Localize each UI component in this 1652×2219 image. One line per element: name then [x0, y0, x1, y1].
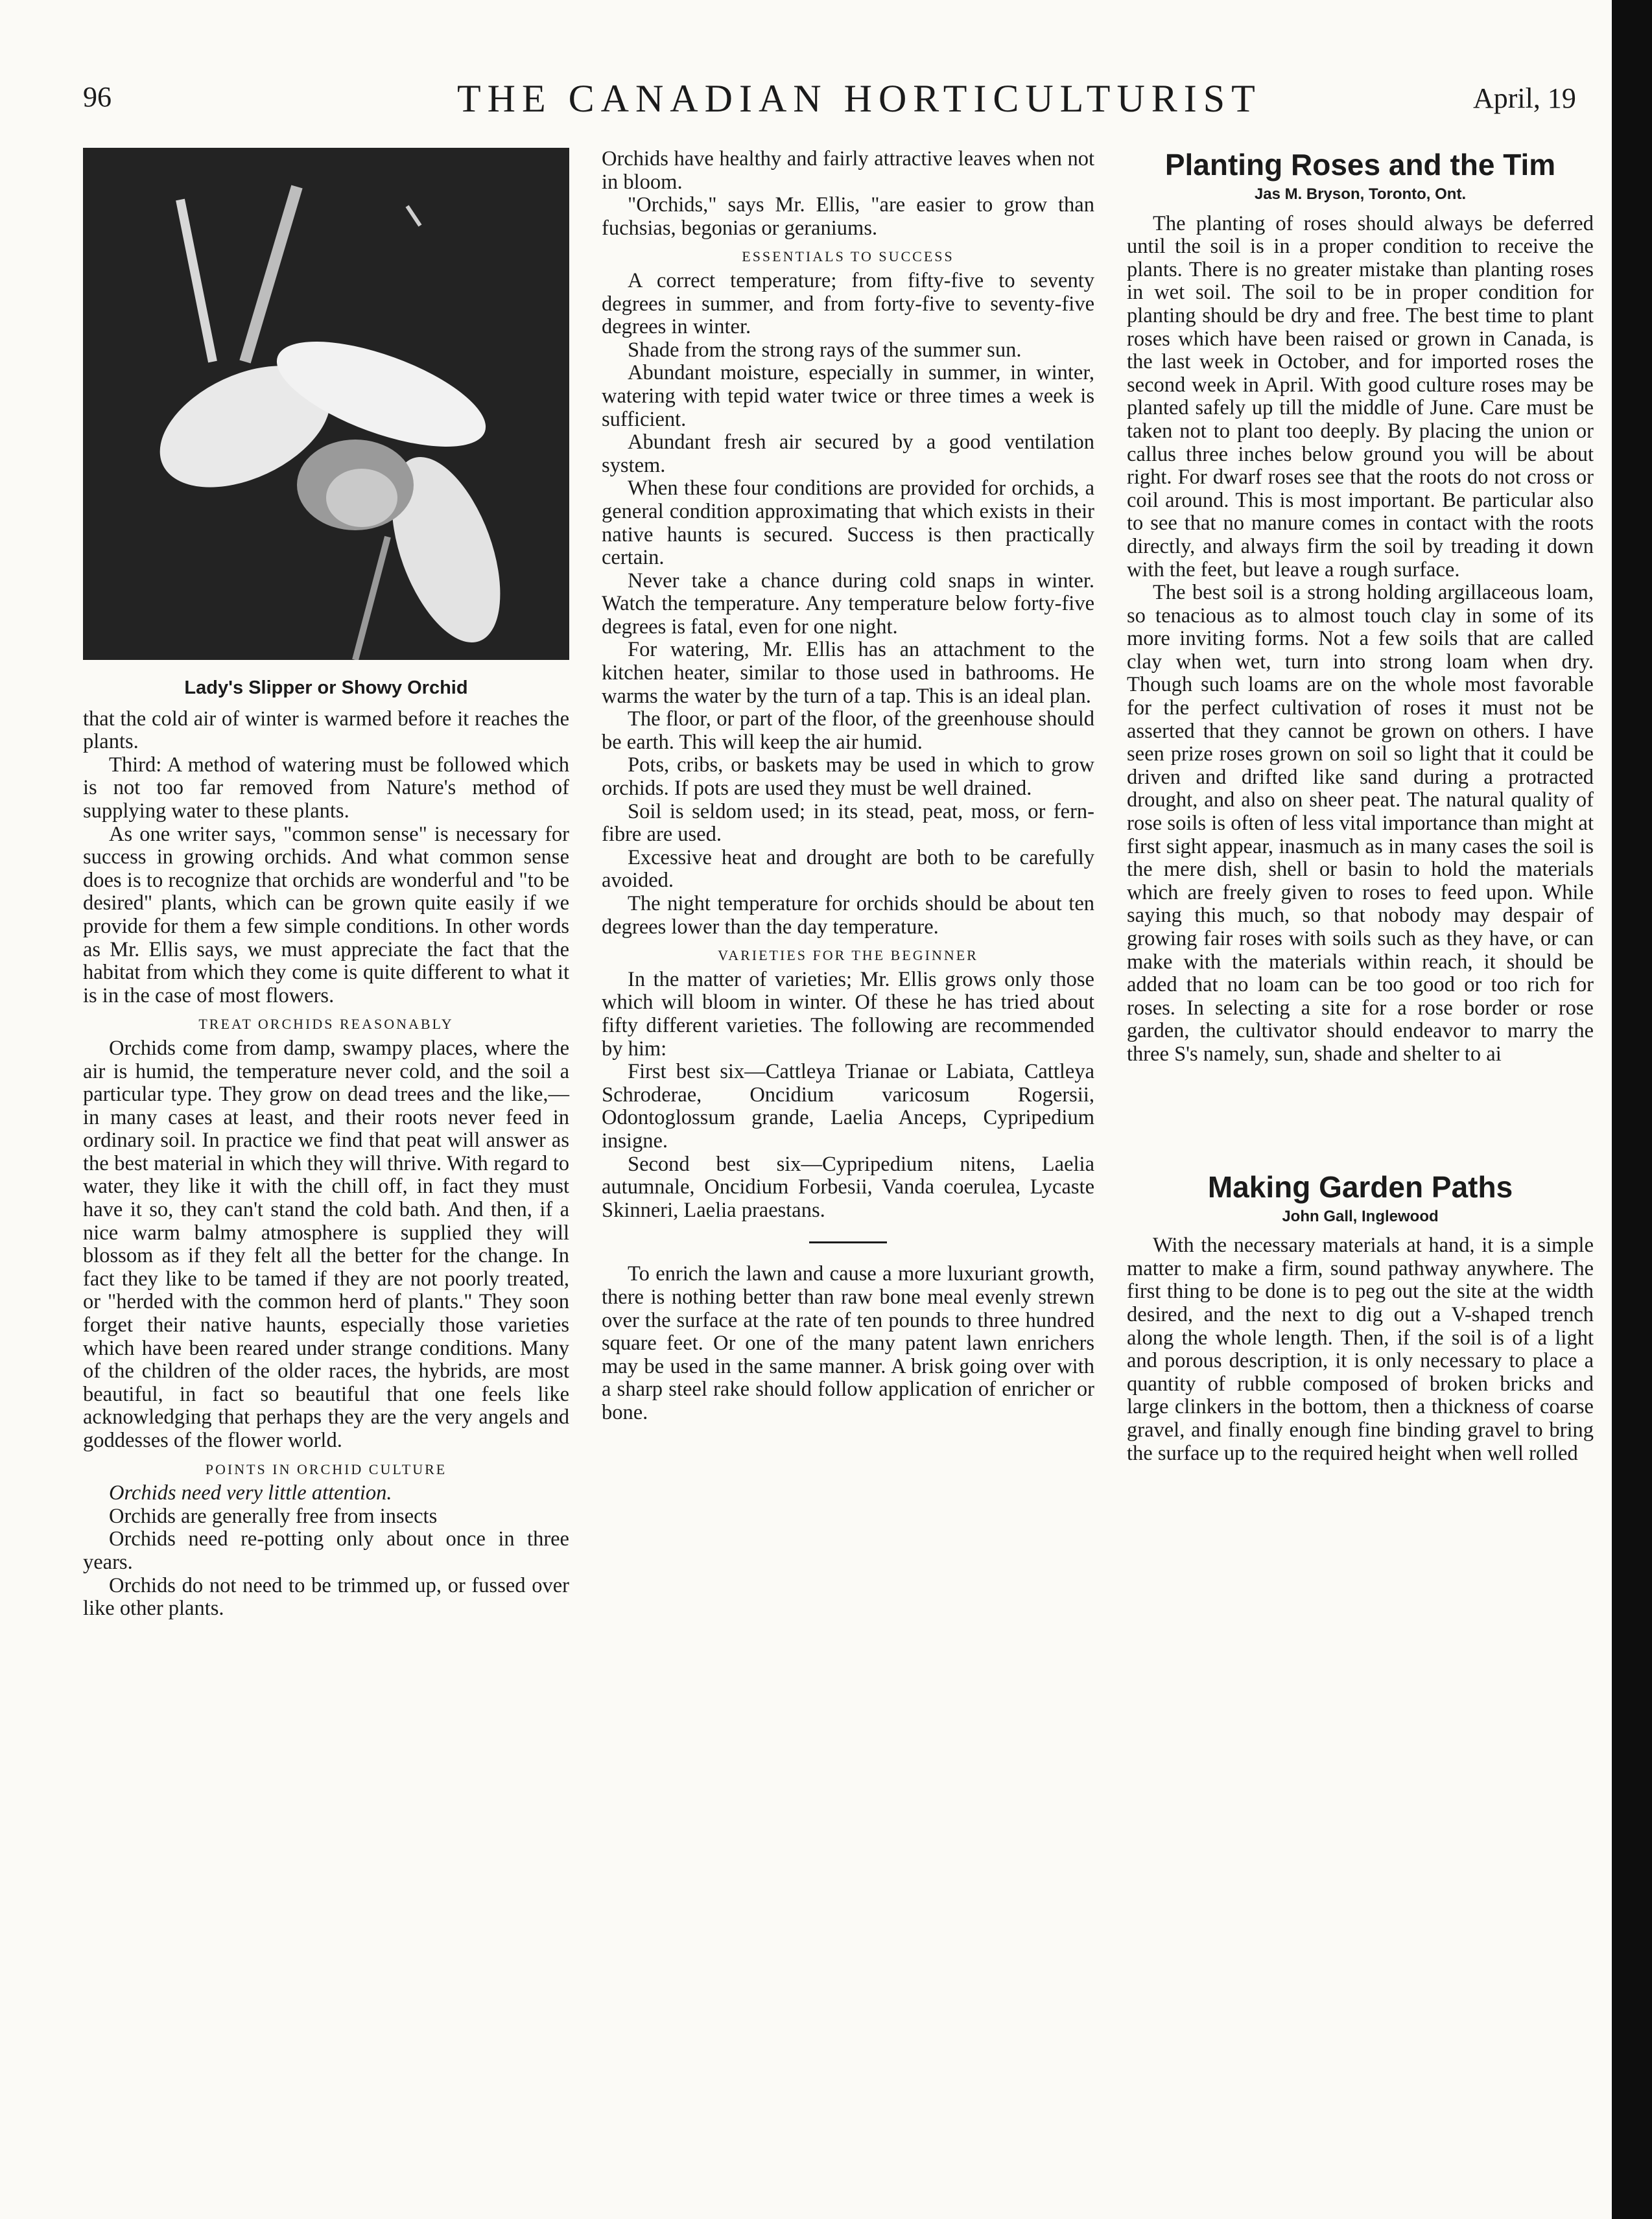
- paragraph: Orchids do not need to be trimmed up, or fussed over like other plants.: [83, 1573, 569, 1621]
- paragraph: Pots, cribs, or baskets may be used in which to grow orchids. If pots are used they must be well drained.: [602, 753, 1094, 801]
- paragraph: When these four conditions are provided for orchids, a general condition approximating that which exists in their native haunts is secured. Success is then practically certain.: [602, 476, 1094, 570]
- paragraph: Orchids are generally free from insects: [109, 1504, 438, 1528]
- paragraph: Orchids come from damp, swampy places, where the air is humid, the temperature never cold, and the soil a particular type. They grow on dead trees and the like,—in many cases at least, and their roots never feed in ordinary soil. In practice we find that peat will answer as the best material in which they will thrive. With regard to water, they like it with the chill off, in fact they must have it so, they can't stand the cold bath. And then, if a nice warm balmy atmosphere is supplied they will blossom as if they felt all the better for the change. In fact they like to be tamed if they are not poorly treated, or "herded with the common herd of plants." They soon forget their native haunts, especially those varieties which have been reared under strange conditions. Many of the children of the older races, the hybrids, are most beautiful, in fact so beautiful that one feels like acknowledging that perhaps they are the very angels and goddesses of the flower world.: [83, 1036, 569, 1452]
- issue-date: April, 19: [1473, 82, 1576, 114]
- paragraph: Second best six—Cypripedium nitens, Laelia autumnale, Oncidium Forbesii, Vanda coerulea, Lycaste Skinneri, Laelia praestans.: [602, 1152, 1094, 1222]
- subheading: TREAT ORCHIDS REASONABLY: [198, 1016, 454, 1033]
- photo-caption: Lady's Slipper or Showy Orchid: [184, 677, 468, 698]
- journal-title: THE CANADIAN HORTICULTURIST: [457, 77, 1262, 120]
- article-title: Making Garden Paths: [1207, 1169, 1513, 1204]
- page-number: 96: [83, 81, 112, 113]
- paragraph: Orchids need very little attention.: [109, 1481, 392, 1505]
- article-title: Planting Roses and the Tim: [1164, 148, 1556, 182]
- paragraph: "Orchids," says Mr. Ellis, "are easier to grow than fuchsias, begonias or geraniums.: [602, 193, 1094, 240]
- column-left: [83, 148, 569, 1621]
- paragraph: The planting of roses should always be deferred until the soil is in a proper condition to receive the plants. There is no greater mistake than planting roses in wet soil. The soil to be in proper condition for planting should be dry and free. The best time to plant roses which have been raised or grown in Canada, is the last week in October, and for imported roses the second week in April. With good culture roses may be planted safely up till the middle of June. Care must be taken not to plant too deeply. By placing the union or callus three inches below ground you will be about right. For dwarf roses see that the roots do not cross or coil around. This is most important. Be particular also to see that no manure comes in contact with the roots directly, and always firm the soil by treading it down with the feet, but leave a rough surface.: [1127, 211, 1594, 581]
- paragraph: Soil is seldom used; in its stead, peat, moss, or fern-fibre are used.: [602, 799, 1094, 847]
- page-header: [0, 76, 1652, 135]
- paragraph: Third: A method of watering must be followed which is not too far removed from Nature's method of supplying water to these plants.: [83, 753, 569, 823]
- orchid-illustration: [83, 148, 569, 660]
- scan-edge: [1612, 0, 1652, 2219]
- article-byline: John Gall, Inglewood: [1282, 1207, 1439, 1225]
- paragraph: To enrich the lawn and cause a more luxuriant growth, there is nothing better than raw bone meal evenly strewn over the surface at the rate of ten pounds to three hundred square feet. Or one of the many patent lawn enrichers may be used in the same manner. A brisk going over with a sharp steel rake should follow application of enricher or bone.: [602, 1262, 1094, 1424]
- subheading: POINTS IN ORCHID CULTURE: [205, 1461, 447, 1477]
- subheading: VARIETIES FOR THE BEGINNER: [718, 947, 978, 964]
- paragraph: As one writer says, "common sense" is necessary for success in growing orchids. And what common sense does is to recognize that orchids are wonderful and "to be desired" plants, which can be grown quite easily if we provide for them a few simple conditions. In other words as Mr. Ellis says, we must appreciate the fact that the habitat from which they come is quite different to what it is in the case of most flowers.: [83, 822, 569, 1007]
- paragraph: Abundant fresh air secured by a good ventilation system.: [602, 430, 1094, 477]
- paragraph: For watering, Mr. Ellis has an attachment to the kitchen heater, similar to those used in bathrooms. He warms the water by the turn of a tap. This is an ideal plan.: [602, 638, 1094, 708]
- paragraph: Orchids have healthy and fairly attractive leaves when not in bloom.: [602, 147, 1094, 194]
- column-middle: [602, 148, 1094, 1424]
- paragraph: Never take a chance during cold snaps in winter. Watch the temperature. Any temperature below forty-five degrees is fatal, even for one night.: [602, 569, 1094, 639]
- paragraph: The floor, or part of the floor, of the greenhouse should be earth. This will keep the air humid.: [602, 707, 1094, 754]
- paragraph: In the matter of varieties; Mr. Ellis grows only those which will bloom in winter. Of these he has tried about fifty different varieties. The following are recommended by him:: [602, 967, 1094, 1061]
- subheading: ESSENTIALS TO SUCCESS: [742, 248, 954, 265]
- paragraph: Abundant moisture, especially in summer, in winter, watering with tepid water twice or three times a week is sufficient.: [602, 361, 1094, 431]
- paragraph: Shade from the strong rays of the summer sun.: [628, 338, 1022, 362]
- paragraph: With the necessary materials at hand, it is a simple matter to make a firm, sound pathway anywhere. The first thing to be done is to peg out the site at the width desired, and the next to dig out a V-shaped trench along the whole length. Then, if the soil is of a light and porous description, it is only necessary to place a quantity of rubble composed of broken bricks and large clinkers in the bottom, then a thickness of coarse gravel, and finally enough fine binding gravel to bring the surface up to the required height when well rolled: [1127, 1234, 1594, 1465]
- paragraph: The best soil is a strong holding argillaceous loam, so tenacious as to almost touch clay in some of its more inviting forms. Not a few soils that are called clay when wet, turn into strong loam when dry. Though such loams are on the whole most favorable for the perfect cultivation of roses it must not be asserted that they cannot be grown on others. I have seen prize roses grown on soil so light that it could be driven and drifted like sand during a protracted drought, and also on sheer peat. The natural quality of rose soils is often of less vital importance than might at first sight appear, inasmuch as in many cases the soil is the mere dish, shell or basin to hold the materials which are freely given to roses to feed upon. While saying this much, so that nobody may despair of growing fair roses with soils such as they have, or can make with the materials within reach, it should be added that no loam can be too good or too rich for roses. In selecting a site for a rose border or rose garden, the cultivator should endeavor to marry the three S's namely, sun, shade and shelter to ai: [1127, 581, 1594, 1066]
- paragraph: Excessive heat and drought are both to be carefully avoided.: [602, 845, 1094, 893]
- spacer: [1127, 1066, 1594, 1170]
- article-byline: Jas M. Bryson, Toronto, Ont.: [1254, 185, 1467, 203]
- paragraph: First best six—Cattleya Trianae or Labiata, Cattleya Schroderae, Oncidium varicosum Rogersii, Odontoglossum grande, Laelia Anceps, Cypripedium insigne.: [602, 1060, 1094, 1153]
- paragraph: The night temperature for orchids should be about ten degrees lower than the day temperature.: [602, 892, 1094, 939]
- section-divider: [809, 1241, 887, 1243]
- paragraph: A correct temperature; from fifty-five to seventy degrees in summer, and from forty-five to seventy-five degrees in winter.: [602, 268, 1094, 339]
- orchid-photo: [83, 148, 569, 660]
- paragraph: that the cold air of winter is warmed before it reaches the plants.: [83, 707, 569, 754]
- column-right: [1127, 148, 1594, 1465]
- paragraph: Orchids need re-potting only about once in three years.: [83, 1527, 569, 1574]
